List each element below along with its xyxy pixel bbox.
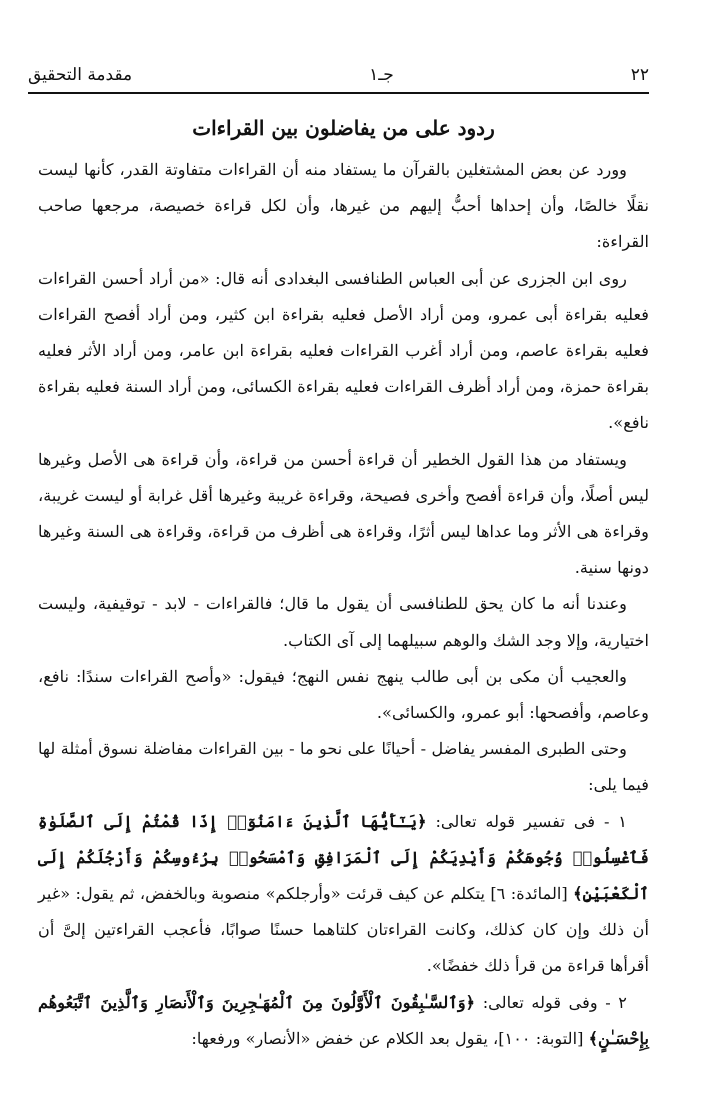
page-body bbox=[38, 110, 649, 1057]
paragraph-quote-jazari: روى ابن الجزرى عن أبى العباس الطنافسى البغدادى أنه قال: «من أراد أحسن القراءات فعليه بقراءة أبى عمرو، ومن أراد الأصل فعليه بقراءة ابن كثير، ومن أراد أفصح القراءات فعليه بقراءة عاصم، ومن أراد أغرب القراءات فعليه بقراءة ابن عامر، ومن أراد الأثر فعليه بقراءة حمزة، ومن أراد أظرف القراءات فعليه بقراءة الكسائى، ومن أراد السنة فعليه بقراءة نافع». bbox=[38, 268, 649, 433]
example-1-lead: ١ - فى تفسير قوله تعالى: bbox=[435, 811, 627, 831]
paragraph-intro: وورد عن بعض المشتغلين بالقرآن ما يستفاد منه أن القراءات متفاوتة القدر، كأنها ليست نقلًا خالصًا، وأن إحداها أحبُّ إليهم من غيرها، وأن لكل قراءة خصيصة، مرجعها صاحب القراءة: bbox=[38, 160, 649, 252]
example-1 bbox=[38, 804, 649, 985]
running-header bbox=[28, 58, 649, 92]
example-2 bbox=[38, 985, 649, 1057]
volume-label: جـ١ bbox=[369, 65, 394, 85]
example-2-verse: ﴿وَٱلسَّـٰبِقُونَ ٱلْأَوَّلُونَ مِنَ ٱلْمُهَـٰجِرِينَ وَٱلْأَنصَارِ وَٱلَّذِينَ ٱتَّبَعُوهُم بِإِحْسَـٰنٍ﴾ bbox=[38, 992, 649, 1048]
section-title: مقدمة التحقيق bbox=[28, 65, 133, 85]
paragraph-analysis: ويستفاد من هذا القول الخطير أن قراءة أحسن من قراءة، وأن قراءة هى الأصل وغيرها ليس أصلًا، وأن قراءة أفصح وأخرى فصيحة، وقراءة غريبة وغيرها أقل غرابة أو ليست غريبة، وقراءة هى الأثر وما عداها ليس أثرًا، وقراءة هى أظرف من قراءة، وقراءة هى السنة وغيرها دونها سنية. bbox=[38, 449, 649, 578]
paragraph-makki: والعجيب أن مكى بن أبى طالب ينهج نفس النهج؛ فيقول: «وأصح القراءات سندًا: نافع، وعاصم، وأفصحها: أبو عمرو، والكسائى». bbox=[38, 666, 649, 723]
section-heading: ردود على من يفاضلون بين القراءات bbox=[192, 116, 495, 140]
example-1-ref: [المائدة: ٦] bbox=[490, 884, 568, 904]
example-1-text: يتكلم عن كيف قرئت «وأرجلكم» منصوبة وبالخفض، ثم يقول: «غير أن ذلك وإن كان كذلك، وكانت القراءتان كلتاهما حسنًا صوابًا، فأعجب القراءتين إلىَّ أن أقرأها قراءة من قرأ ذلك خفضًا». bbox=[38, 884, 649, 976]
paragraph-tabari: وحتى الطبرى المفسر يفاضل - أحيانًا على نحو ما - بين القراءات مفاضلة نسوق أمثلة لها فيما يلى: bbox=[38, 739, 649, 795]
example-2-text: ، يقول بعد الكلام عن خفض «الأنصار» ورفعها: bbox=[191, 1028, 499, 1048]
header-rule bbox=[28, 92, 649, 94]
paragraph-opinion: وعندنا أنه ما كان يحق للطنافسى أن يقول ما قال؛ فالقراءات - لابد - توقيفية، وليست اختيارية، وإلا وجد الشك والوهم سبيلهما إلى آى الكتاب. bbox=[38, 594, 649, 650]
example-2-ref: [التوبة: ١٠٠] bbox=[498, 1028, 584, 1048]
example-1-verse: ﴿يَـٰٓأَيُّهَا ٱلَّذِينَ ءَامَنُوٓا۟ إِذَا قُمْتُمْ إِلَى ٱلصَّلَوٰةِ فَٱغْسِلُوا۟ وُجُوهَكُمْ وَأَيْدِيَكُمْ إِلَى ٱلْمَرَافِقِ وَٱمْسَحُوا۟ بِرُءُوسِكُمْ وَأَرْجُلَكُمْ إِلَى ٱلْكَعْبَيْنِ﴾ bbox=[38, 811, 649, 904]
page-number: ٢٢ bbox=[630, 65, 649, 85]
example-2-lead: ٢ - وفى قوله تعالى: bbox=[482, 992, 627, 1012]
